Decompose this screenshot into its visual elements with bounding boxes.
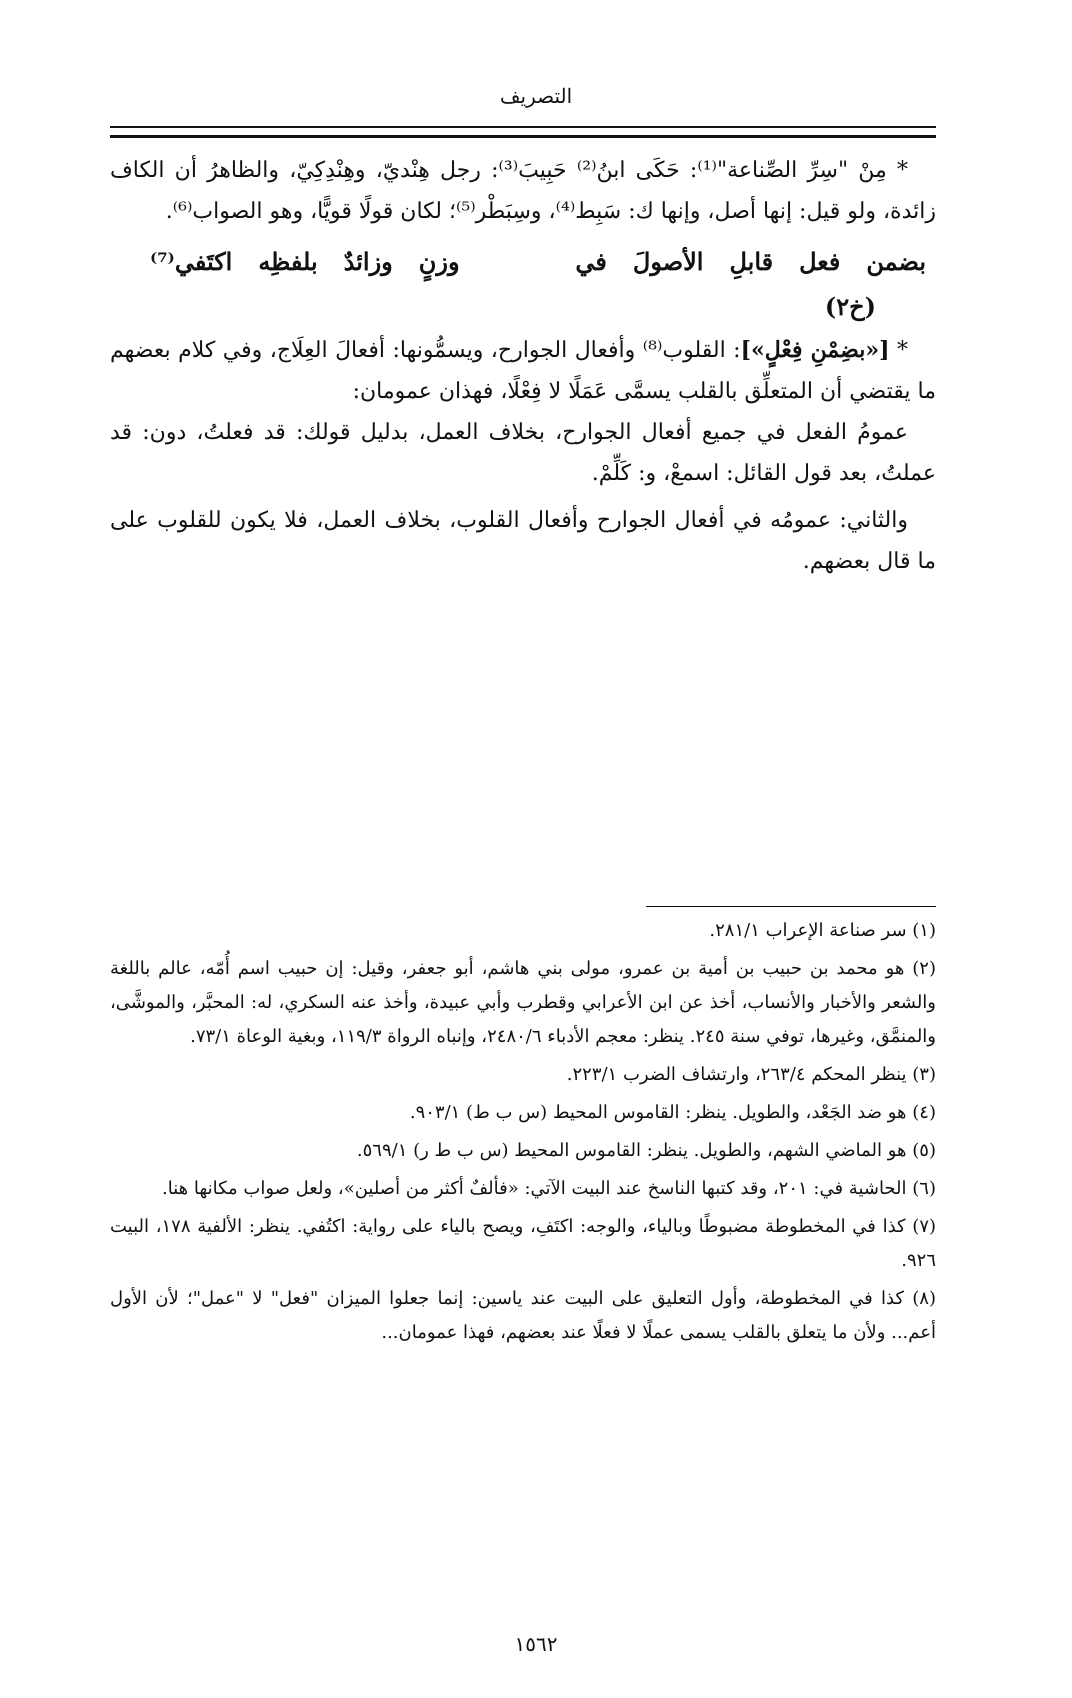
paragraph-2-headword: [«بضِمْنِ فِعْلٍ»] [740, 337, 890, 363]
verse-second-hemistich [150, 240, 460, 284]
footnote-separator [646, 906, 936, 907]
running-header: التصريف [499, 84, 573, 108]
footnote-1: (١) سر صناعة الإعراب ٢٨١/١. [709, 920, 936, 941]
footnote-8: (٨) كذا في المخطوطة، وأول التعليق على البيت عند ياسين: إنما جعلوا الميزان "فعل" لا "عمل"؛ لأن الأول أعم... ولأن ما يتعلق بالقلب يسمى عملًا لا فعلًا عند بعضهم، فهذا عمومان... [110, 1288, 936, 1343]
main-text [110, 150, 936, 582]
paragraph-4: والثاني: عمومُه في أفعال الجوارح وأفعال القلوب، بخلاف العمل، فلا يكون للقلوب على ما قال بعضهم. [110, 508, 936, 574]
footnote-4: (٤) هو ضد الجَعْد، والطويل. ينظر: القاموس المحيط (س ب ط) ٩٠٣/١. [409, 1102, 936, 1123]
verse-word: الأصولَ [632, 247, 704, 276]
footnote-7: (٧) كذا في المخطوطة مضبوطًا وبالياء، والوجه: اكتَفِ، ويصح بالياء على رواية: اكتُفي. ينظر: الألفية ١٧٨، البيت ٩٢٦. [110, 1216, 937, 1271]
paragraph-1: * مِنْ "سِرِّ الصِّناعة"⁽¹⁾: حَكَى ابنُ⁽²⁾ حَبِيبَ⁽³⁾: رجل هِنْديّ، وهِنْدِكِيّ، والظاهرُ أن الكاف زائدة، ولو قيل: إنها أصل، وإنها ك: سَبِط⁽⁴⁾، وسِبَطْر⁽⁵⁾؛ لكان قولًا قويًّا، وهو الصواب⁽⁶⁾. [110, 158, 936, 224]
verse-word: بضمن [866, 247, 926, 276]
verse-word: اكتَفي⁽⁷⁾ [150, 247, 233, 276]
verse-word: وزائدٌ [343, 247, 393, 276]
footnote-2: (٢) هو محمد بن حبيب بن أمية بن عمرو، مولى بني هاشم، أبو جعفر، وقيل: إن حبيب اسم أُمّه، عالم باللغة والشعر والأخبار والأنساب، أخذ عن ابن الأعرابي وقطرب وأبي عبيدة، وأخذ عنه السكري، له: المحبَّر، والموشَّى، والمنمَّق، وغيرها، توفي سنة ٢٤٥. ينظر: معجم الأدباء ٢٤٨٠/٦، وإنباه الرواة ١١٩/٣، وبغية الوعاة ٧٣/١. [110, 958, 936, 1047]
verse-manuscript-tag: (خ٢) [824, 292, 876, 321]
header-rule-thick [110, 135, 936, 138]
page-number: ١٥٦٢ [514, 1632, 558, 1656]
footnotes [110, 914, 936, 1354]
header-rule-thin [110, 126, 936, 128]
paragraph-2 [110, 330, 936, 412]
verse-word: وزنٍ [418, 247, 460, 276]
verse-line [150, 240, 926, 284]
paragraph-2-marker: * [889, 338, 908, 363]
paragraph-2-text: : القلوب⁽⁸⁾ وأفعال الجوارح، ويسمُّونها: أفعالَ العِلَاج، وفي كلام بعضهم ما يقتضي أن المتعلِّق بالقلب يسمَّى عَمَلًا لا فِعْلًا، فهذان عمومان: [110, 338, 936, 404]
verse-word: بلفظِه [258, 247, 318, 276]
verse-first-hemistich [575, 240, 926, 284]
verse-word: في [575, 247, 607, 276]
footnote-3: (٣) ينظر المحكم ٢٦٣/٤، وارتشاف الضرب ٢٢٣/١. [566, 1064, 936, 1085]
paragraph-3: عمومُ الفعل في جميع أفعال الجوارح، بخلاف العمل، بدليل قولك: قد فعلتُ، دون: قد عملتُ، بعد قول القائل: اسمعْ، و: كَلِّمْ. [110, 420, 936, 486]
verse-word: قابلِ [729, 247, 774, 276]
footnote-5: (٥) هو الماضي الشهم، والطويل. ينظر: القاموس المحيط (س ب ط ر) ٥٦٩/١. [356, 1140, 936, 1161]
footnote-6: (٦) الحاشية في: ٢٠١، وقد كتبها الناسخ عند البيت الآتي: «فألفٌ أكثر من أصلين»، ولعل صواب مكانها هنا. [161, 1178, 936, 1199]
verse-word: فعل [799, 247, 841, 276]
